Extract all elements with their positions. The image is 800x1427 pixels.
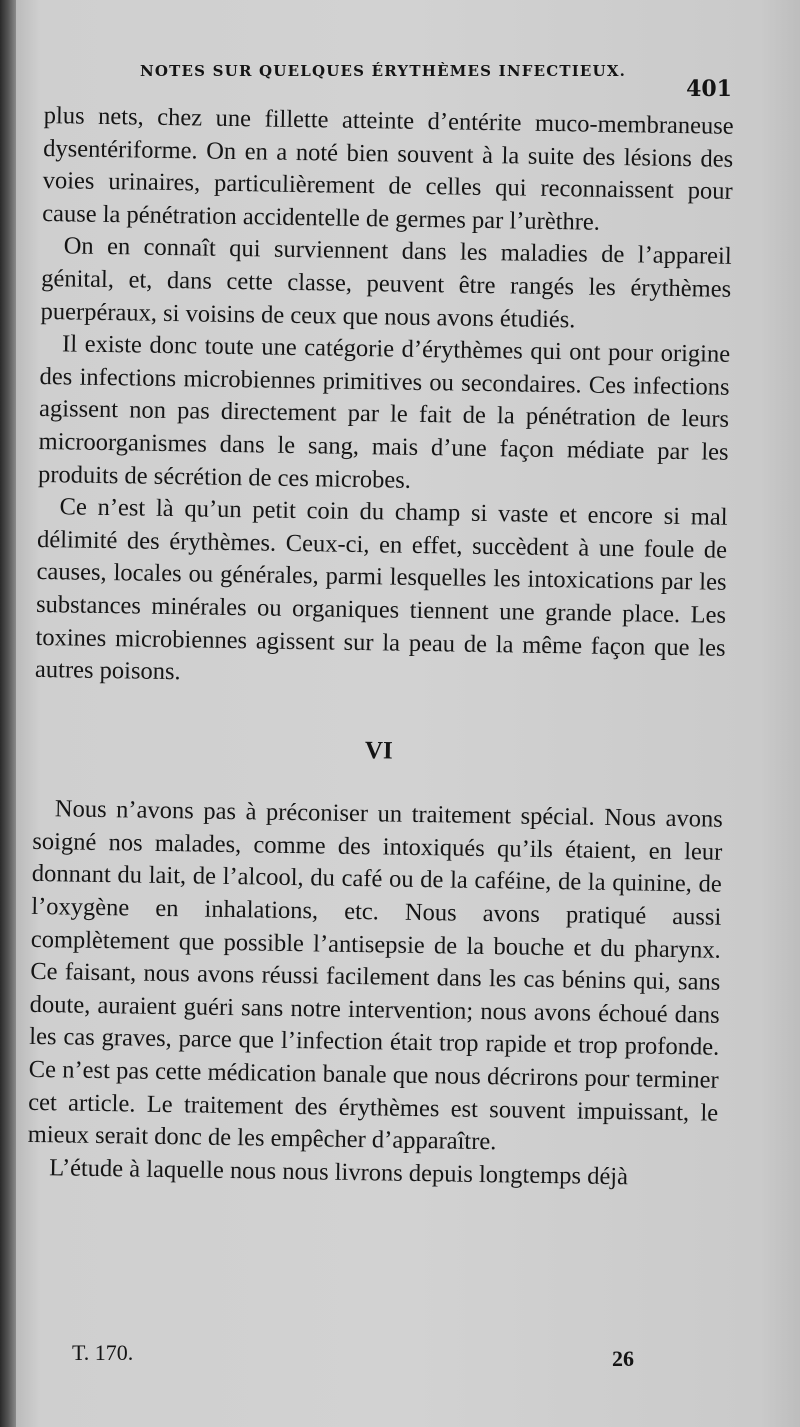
paragraph: plus nets, chez une fillette atteinte d’entérite muco-membraneuse dysentériforme. On en a noté bien souvent à la suite des lésions des voies urinaires, particulièrement de celles qui reconnaissent pour cause la pénétration accidentelle de germes par l’urèthre.: [42, 101, 734, 236]
running-header: [140, 52, 740, 102]
page-footer: [72, 1340, 672, 1380]
paragraph: Ce n’est là qu’un petit coin du champ si vaste et encore si mal délimité des érythèmes. Ceux-ci, en effet, succèdent à une foule de causes, locales ou générales, parmi lesquelles les intoxications par les substances minérales ou organiques tiennent une grande place. Les toxines microbiennes agissent sur la peau de la même façon que les autres poisons.: [34, 493, 728, 686]
paragraph: L’étude à laquelle nous nous livrons depuis longtemps déjà: [49, 1154, 629, 1191]
paragraph: Nous n’avons pas à préconiser un traitement spécial. Nous avons soigné nos malades, comme des intoxiqués qu’ils étaient, en leur donnant du lait, de l’alcool, du café ou de la caféine, de la quinine, de l’oxygène en inhalations, etc. Nous avons pratiqué aussi complètement que possible l’antisepsie de la bouche et du pharynx. Ce faisant, nous avons réussi facilement dans les cas bénins qui, sans doute, auraient guéri sans notre intervention; nous avons échoué dans les cas graves, parce que l’infection était trop rapide et trop profonde. Ce n’est pas cette médication banale que nous décrirons pour terminer cet article. Le traitement des érythèmes est souvent impuissant, le mieux serait donc de les empêcher d’apparaître.: [27, 795, 723, 1156]
signature-mark: T. 170.: [72, 1340, 134, 1365]
paragraph: Il existe donc toute une catégorie d’érythèmes qui ont pour origine des infections microbiennes primitives ou secondaires. Ces infections agissent non pas directement par le fait de la pénétration de leurs microorganismes dans le sang, mais d’une façon médiate par les produits de sécrétion de ces microbes.: [37, 330, 731, 494]
running-title: NOTES SUR QUELQUES ÉRYTHÈMES INFECTIEUX.: [140, 62, 627, 80]
sheet-number: 26: [612, 1346, 634, 1371]
book-spine-shadow: [0, 0, 16, 1427]
paragraph: On en connaît qui surviennent dans les maladies de l’appareil génital, et, dans cette classe, peuvent être rangés les érythèmes puerpéraux, si voisins de ceux que nous avons étudiés.: [40, 232, 732, 333]
body-text: [27, 100, 734, 1195]
section-heading: VI: [364, 736, 393, 765]
page-number: 401: [686, 76, 732, 102]
